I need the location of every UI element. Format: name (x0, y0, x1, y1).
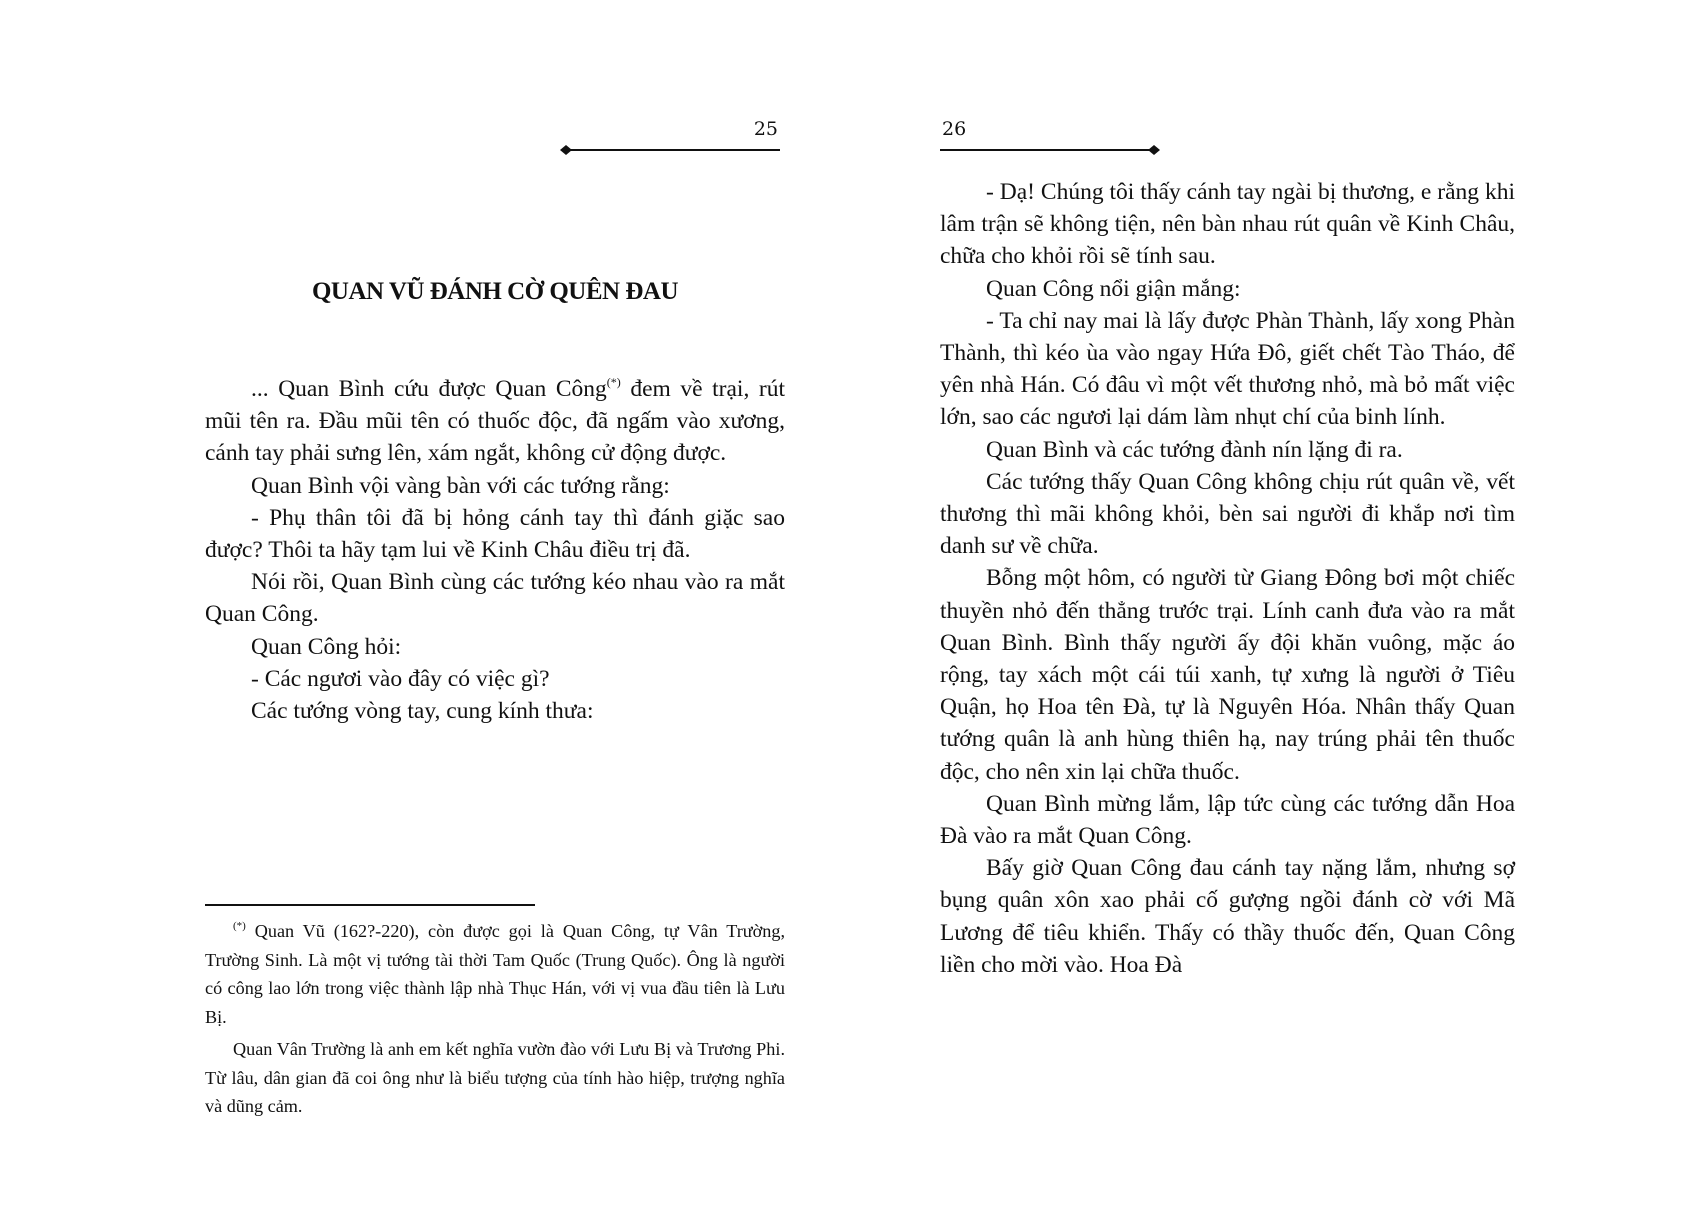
paragraph: - Ta chỉ nay mai là lấy được Phàn Thành, lấy xong Phàn Thành, thì kéo ùa vào ngay Hứa Đô, giết chết Tào Tháo, để yên nhà Hán. Có đâu vì một vết thương nhỏ, mà bỏ mất việc lớn, sao các ngươi lại dám làm nhụt chí của binh lính. (940, 307, 1515, 431)
left-page (205, 0, 785, 1206)
left-body-text (205, 373, 785, 727)
footnote: Quan Vân Trường là anh em kết nghĩa vườn đào với Lưu Bị và Trương Phi. Từ lâu, dân gian đã coi ông như là biểu tượng của tính hào hiệp, trượng nghĩa và dũng cảm. (205, 1039, 785, 1116)
chapter-title: QUAN VŨ ĐÁNH CỜ QUÊN ĐAU (311, 278, 678, 305)
paragraph: Quan Bình và các tướng đành nín lặng đi ra. (986, 436, 1403, 463)
paragraph: - Phụ thân tôi đã bị hỏng cánh tay thì đánh giặc sao được? Thôi ta hãy tạm lui về Kinh Châu điều trị đã. (205, 504, 785, 564)
paragraph: ... Quan Bình cứu được Quan Công(*) đem về trại, rút mũi tên ra. Đầu mũi tên có thuốc độc, đã ngấm vào xương, cánh tay phải sưng lên, xám ngắt, không cử động được. (205, 375, 785, 467)
page-number: 26 (942, 118, 967, 140)
paragraph: Các tướng thấy Quan Công không chịu rút quân về, vết thương thì mãi không khỏi, bèn sai người đi khắp nơi tìm danh sư về chữa. (940, 468, 1515, 560)
header-ornament-rule (940, 143, 1160, 157)
diamond-rule-icon (560, 143, 780, 157)
footnote-divider (205, 904, 535, 906)
paragraph: Bấy giờ Quan Công đau cánh tay nặng lắm, nhưng sợ bụng quân xôn xao phải cố gượng ngồi đánh cờ với Mã Lương để tiêu khiển. Thấy có thầy thuốc đến, Quan Công liền cho mời vào. Hoa Đà (940, 855, 1515, 978)
paragraph: Quan Bình vội vàng bàn với các tướng rằng: (251, 472, 670, 499)
footnote: (*) Quan Vũ (162?-220), còn được gọi là Quan Công, tự Vân Trường, Trường Sinh. Là một vị tướng tài thời Tam Quốc (Trung Quốc). Ông là người có công lao lớn trong việc thành lập nhà Thục Hán, với vị vua đầu tiên là Lưu Bị. (205, 920, 785, 1027)
diamond-rule-icon (940, 143, 1160, 157)
paragraph: - Các ngươi vào đây có việc gì? (251, 665, 550, 692)
right-page (940, 0, 1515, 1206)
paragraph: Quan Công nổi giận mắng: (986, 275, 1241, 302)
paragraph: Nói rồi, Quan Bình cùng các tướng kéo nhau vào ra mắt Quan Công. (205, 569, 785, 628)
right-body-text (940, 176, 1515, 981)
paragraph: Bỗng một hôm, có người từ Giang Đông bơi một chiếc thuyền nhỏ đến thẳng trước trại. Lính canh đưa vào ra mắt Quan Bình. Bình thấy người ấy đội khăn vuông, mặc áo rộng, tay xách một cái túi xanh, tự xưng là người ở Tiêu Quận, họ Hoa tên Đà, tự là Nguyên Hóa. Nhân thấy Quan tướng quân là anh hùng thiên hạ, nay trúng phải tên thuốc độc, cho nên xin lại chữa thuốc. (940, 565, 1515, 785)
paragraph: Quan Công hỏi: (251, 633, 402, 660)
page-number: 25 (753, 118, 778, 140)
right-page-header (940, 118, 1160, 148)
left-page-header (560, 118, 780, 148)
footnote-reference: (*) (606, 375, 621, 389)
paragraph: - Dạ! Chúng tôi thấy cánh tay ngài bị thương, e rằng khi lâm trận sẽ không tiện, nên bàn nhau rút quân về Kinh Châu, chữa cho khỏi rồi sẽ tính sau. (940, 179, 1515, 270)
header-ornament-rule (560, 143, 780, 157)
paragraph: Các tướng vòng tay, cung kính thưa: (251, 698, 594, 725)
footnotes (205, 917, 785, 1125)
paragraph: Quan Bình mừng lắm, lập tức cùng các tướng dẫn Hoa Đà vào ra mắt Quan Công. (940, 790, 1515, 850)
footnote-marker: (*) (233, 920, 246, 932)
